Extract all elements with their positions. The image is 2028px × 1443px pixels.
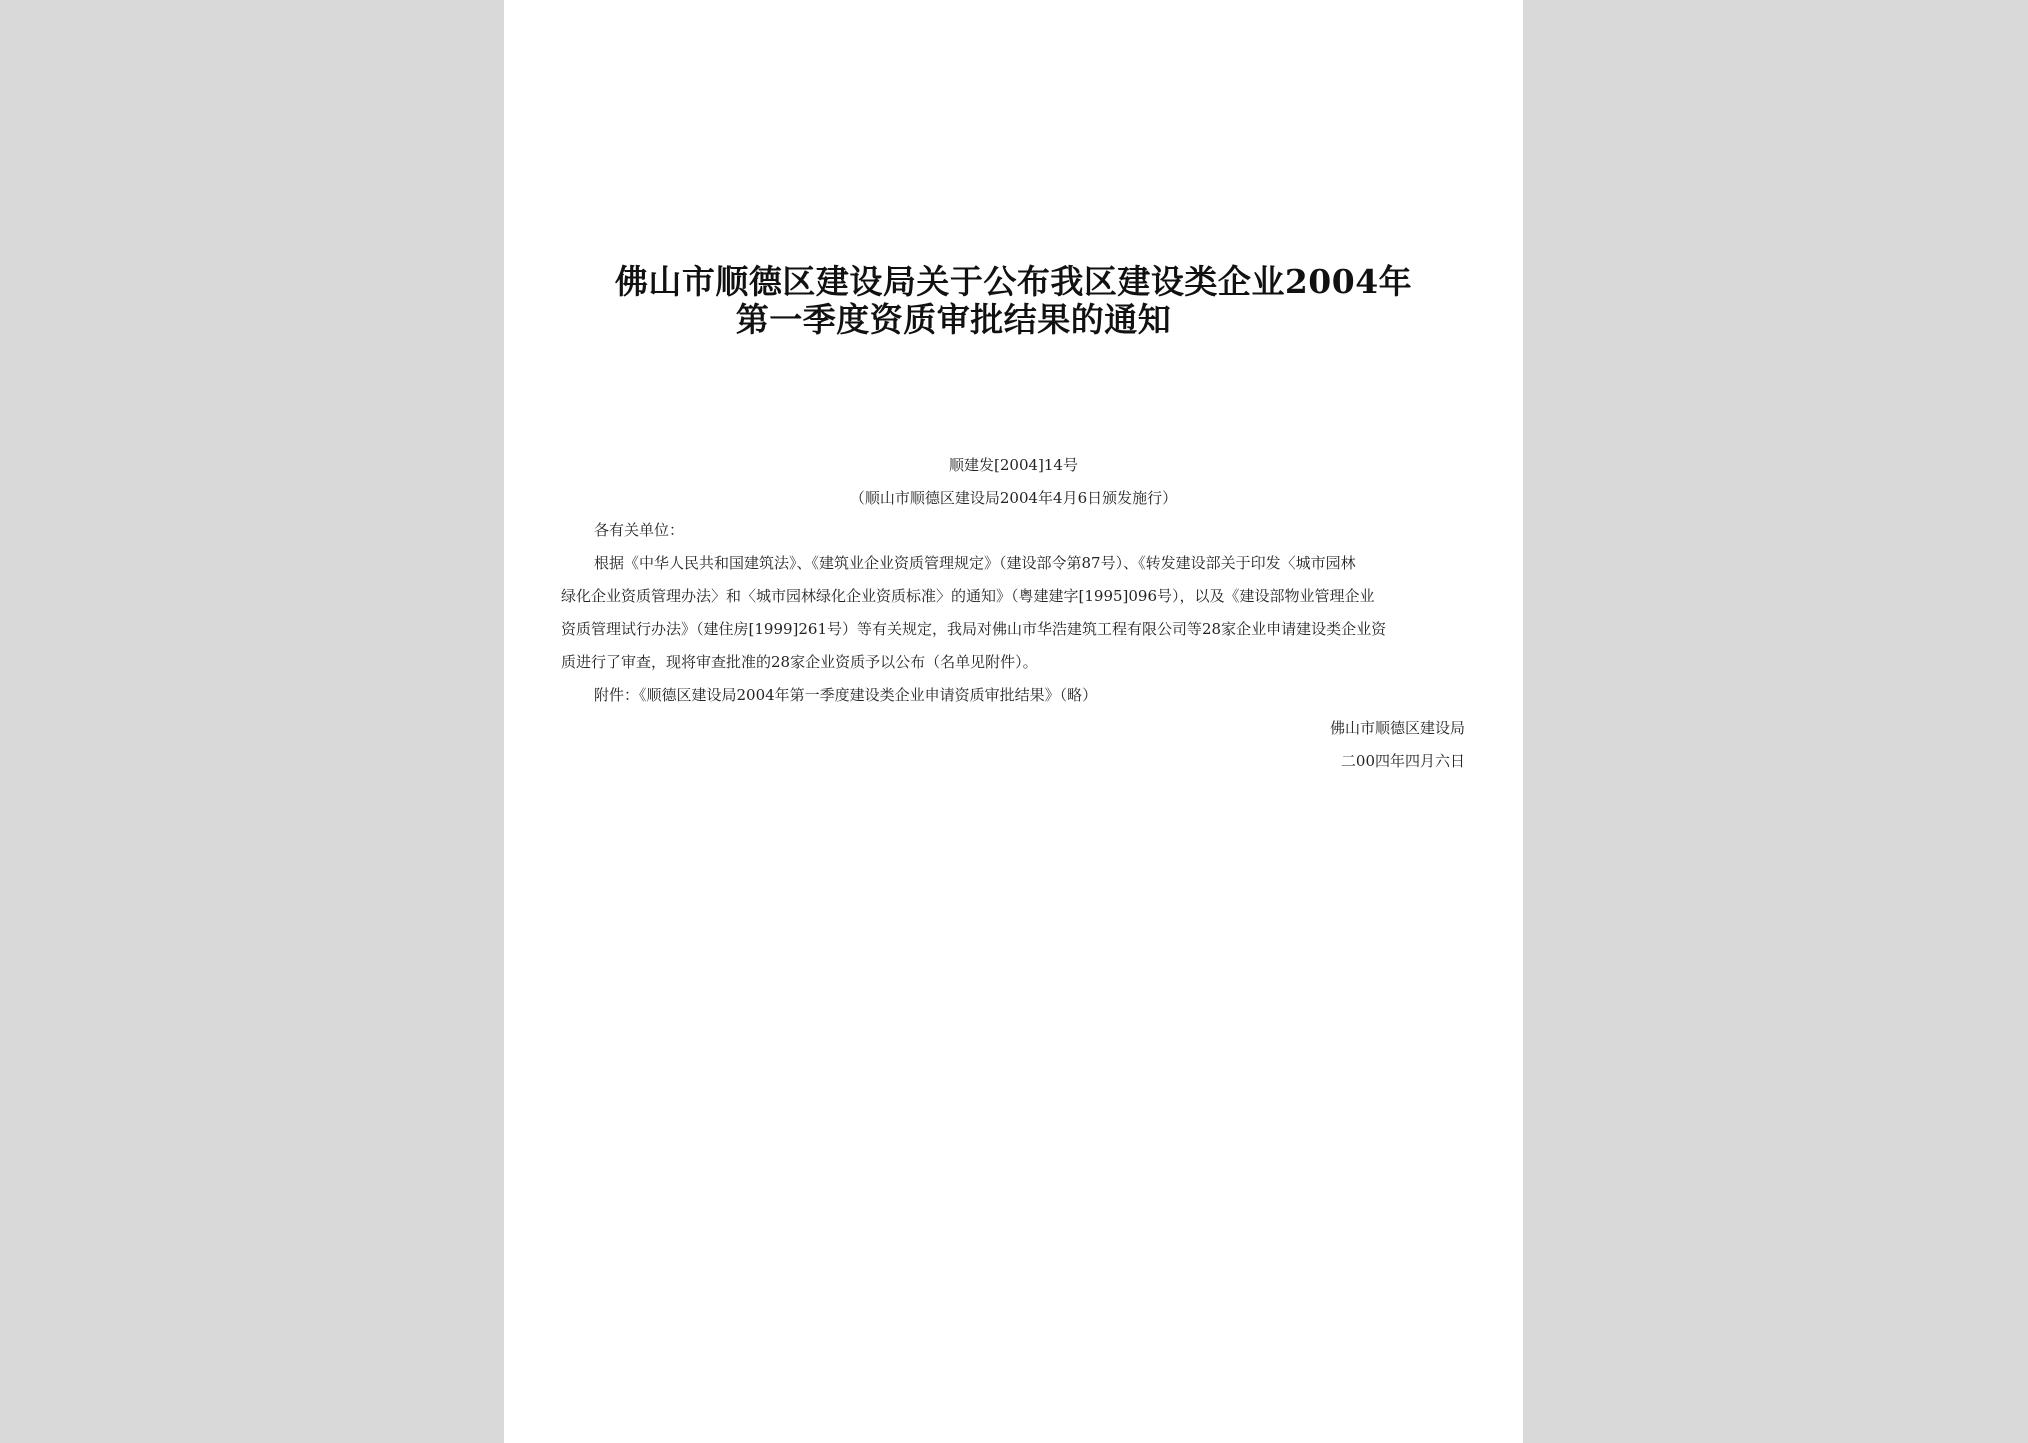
body-paragraph-line: 根据《中华人民共和国建筑法》、《建筑业企业资质管理规定》（建设部令第87号）、《转发建设部关于印发〈城市园林: [594, 554, 1356, 572]
issued-note: （顺山市顺德区建设局2004年4月6日颁发施行）: [849, 489, 1178, 507]
body-paragraph-line: 质进行了审查，现将审查批准的28家企业资质予以公布（名单见附件）。: [561, 653, 1038, 671]
document-title-line-1: 佛山市顺德区建设局关于公布我区建设类企业2004年: [614, 262, 1413, 301]
signature-date: 二00四年四月六日: [1340, 752, 1465, 770]
document-page: [504, 0, 1523, 1443]
signature-organization: 佛山市顺德区建设局: [1329, 719, 1465, 737]
attachment-note: 附件：《顺德区建设局2004年第一季度建设类企业申请资质审批结果》（略）: [594, 686, 1098, 704]
document-title-line-2: 第一季度资质审批结果的通知: [735, 300, 1172, 339]
document-number: 顺建发[2004]14号: [949, 456, 1078, 474]
addressee: 各有关单位：: [594, 521, 685, 539]
body-paragraph-line: 绿化企业资质管理办法〉和〈城市园林绿化企业资质标准〉的通知》（粤建建字[1995]096号），以及《建设部物业管理企业: [561, 587, 1375, 605]
body-paragraph-line: 资质管理试行办法》（建住房[1999]261号）等有关规定，我局对佛山市华浩建筑工程有限公司等28家企业申请建设类企业资: [561, 620, 1387, 638]
